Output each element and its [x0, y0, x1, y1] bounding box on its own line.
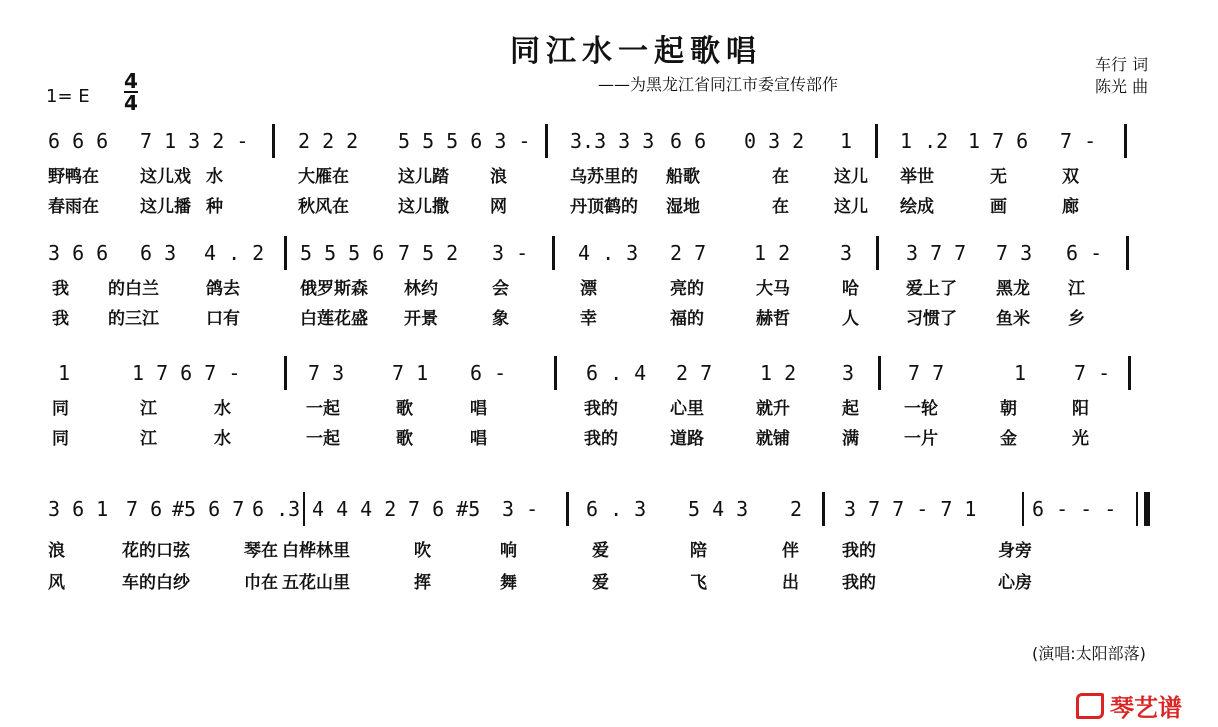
lyric-word: 鸽去 [206, 279, 240, 299]
lyric-word: 白桦林里 [282, 541, 350, 561]
barline [1124, 124, 1127, 158]
lyric-word: 双 [1062, 167, 1079, 187]
lyric-word: 陪 [690, 541, 707, 561]
lyrics-verse-1 [0, 274, 1218, 298]
note-group: 6 . 4 [586, 361, 647, 385]
note-group: 4 4 4 2 [312, 497, 397, 521]
lyric-word: 响 [500, 541, 517, 561]
lyric-word: 出 [782, 573, 799, 593]
lyric-word: 心里 [670, 399, 704, 419]
lyric-word: 挥 [414, 573, 431, 593]
lyric-word: 吹 [414, 541, 431, 561]
note-group: 3.3 3 3 [570, 129, 655, 153]
lyric-word: 金 [1000, 429, 1017, 449]
barline [566, 492, 569, 526]
lyric-word: 幸 [580, 309, 597, 329]
lyric-word: 就升 [756, 399, 790, 419]
lyric-word: 唱 [470, 399, 487, 419]
note-group: 1 2 [760, 361, 797, 385]
lyric-word: 亮的 [670, 279, 704, 299]
note-group: 7 7 [908, 361, 945, 385]
note-group: #5 6 7 [172, 497, 245, 521]
lyric-word: 心房 [998, 573, 1032, 593]
notes-row [0, 360, 1218, 396]
lyric-word: 爱 [592, 573, 609, 593]
note-group: 3 - [502, 497, 539, 521]
note-group: 1 .2 [900, 129, 949, 153]
lyric-word: 风 [48, 573, 65, 593]
note-group: 2 7 [670, 241, 707, 265]
lyric-word: 爱 [592, 541, 609, 561]
time-signature-bottom: 4 [124, 91, 138, 115]
lyric-word: 丹顶鹤的 [570, 197, 638, 217]
note-group: 7 1 [392, 361, 429, 385]
lyrics-verse-1 [0, 162, 1218, 186]
lyric-word: 的三江 [108, 309, 159, 329]
lyric-word: 福的 [670, 309, 704, 329]
note-group: 7 3 [996, 241, 1033, 265]
note-group: 3 [842, 361, 855, 385]
barline [554, 356, 557, 390]
notes-row [0, 240, 1218, 276]
time-signature [124, 69, 138, 115]
note-group: 2 2 2 [298, 129, 359, 153]
lyric-word: 赫哲 [756, 309, 790, 329]
final-barline-thick [1144, 492, 1150, 526]
lyric-word: 伴 [782, 541, 799, 561]
note-group: 3 6 6 [48, 241, 109, 265]
note-group: 3 7 7 [906, 241, 967, 265]
lyric-word: 哈 [842, 279, 859, 299]
note-group: 7 6 #5 [408, 497, 481, 521]
lyric-word: 春雨在 [48, 197, 99, 217]
lyric-word: 象 [492, 309, 509, 329]
lyric-word: 这儿戏 [140, 167, 191, 187]
lyric-word: 水 [206, 167, 223, 187]
lyric-word: 白莲花盛 [300, 309, 368, 329]
song-subtitle: ——为黑龙江省同江市委宣传部作 [598, 75, 839, 94]
lyric-word: 大马 [756, 279, 790, 299]
lyric-word: 歌 [396, 429, 413, 449]
lyric-word: 水 [214, 429, 231, 449]
note-group: 5 5 5 6 3 - [398, 129, 531, 153]
lyric-word: 种 [206, 197, 223, 217]
lyric-word: 我的 [584, 429, 618, 449]
lyric-word: 我的 [842, 573, 876, 593]
lyric-word: 我 [52, 309, 69, 329]
notes-row [0, 128, 1218, 164]
note-group: 2 7 [676, 361, 713, 385]
lyric-word: 水 [214, 399, 231, 419]
lyric-word: 野鸭在 [48, 167, 99, 187]
lyric-word: 画 [990, 197, 1007, 217]
lyric-word: 大雁在 [298, 167, 349, 187]
note-group: 6 6 [670, 129, 707, 153]
lyric-word: 光 [1072, 429, 1089, 449]
note-group: 3 7 7 - 7 1 [844, 497, 977, 521]
lyrics-verse-2 [0, 568, 1218, 592]
note-group: 3 6 1 [48, 497, 109, 521]
note-group: 5 4 3 [688, 497, 749, 521]
composer-credit: 陈光 曲 [1095, 77, 1149, 96]
note-group: 1 [840, 129, 853, 153]
brand-logo-icon [1076, 693, 1104, 719]
lyric-word: 人 [842, 309, 859, 329]
note-group: 7 - [1060, 129, 1097, 153]
note-group: 4 . 3 [578, 241, 639, 265]
lyrics-verse-2 [0, 192, 1218, 216]
note-group: 1 7 6 7 - [132, 361, 241, 385]
barline [284, 236, 287, 270]
lyric-word: 同 [52, 399, 69, 419]
lyric-word: 绘成 [900, 197, 934, 217]
note-group: 7 - [1074, 361, 1111, 385]
lyric-word: 花的口弦 [122, 541, 190, 561]
lyric-word: 的白兰 [108, 279, 159, 299]
brand-name: 琴艺谱 [1110, 694, 1182, 722]
lyric-word: 船歌 [666, 167, 700, 187]
lyric-word: 无 [990, 167, 1007, 187]
lyric-word: 习惯了 [906, 309, 957, 329]
lyric-word: 这儿踏 [398, 167, 449, 187]
lyric-word: 在 [772, 167, 789, 187]
lyric-word: 就铺 [756, 429, 790, 449]
lyric-word: 江 [1068, 279, 1085, 299]
lyric-word: 道路 [670, 429, 704, 449]
lyric-word: 起 [842, 399, 859, 419]
note-group: 6 - [1066, 241, 1103, 265]
lyric-word: 一轮 [904, 399, 938, 419]
barline [545, 124, 548, 158]
note-group: 6 3 [140, 241, 177, 265]
barline [878, 356, 881, 390]
lyric-word: 在 [772, 197, 789, 217]
barline [1128, 356, 1131, 390]
lyric-word: 湿地 [666, 197, 700, 217]
lyric-word: 爱上了 [906, 279, 957, 299]
lyric-word: 飞 [690, 573, 707, 593]
lyric-word: 漂 [580, 279, 597, 299]
performer-credit: (演唱:太阳部落) [1032, 644, 1146, 663]
lyrics-verse-1 [0, 394, 1218, 418]
lyric-word: 秋风在 [298, 197, 349, 217]
lyrics-verse-1 [0, 536, 1218, 560]
lyric-word: 这儿播 [140, 197, 191, 217]
note-group: 7 6 [126, 497, 163, 521]
lyric-word: 这儿 [834, 197, 868, 217]
note-group: 3 [840, 241, 853, 265]
lyric-word: 唱 [470, 429, 487, 449]
lyric-word: 阳 [1072, 399, 1089, 419]
lyric-word: 我的 [584, 399, 618, 419]
note-group: 4 . 2 [204, 241, 265, 265]
lyric-word: 一起 [306, 399, 340, 419]
brand-logo [1076, 688, 1182, 723]
lyric-word: 我的 [842, 541, 876, 561]
lyric-word: 舞 [500, 573, 517, 593]
song-title: 同江水一起歌唱 [510, 34, 762, 69]
notes-row [0, 496, 1218, 532]
lyric-word: 这儿撒 [398, 197, 449, 217]
lyric-word: 一起 [306, 429, 340, 449]
note-group: 7 5 2 [398, 241, 459, 265]
barline [1126, 236, 1129, 270]
note-group: 6 . 3 [586, 497, 647, 521]
lyric-word: 满 [842, 429, 859, 449]
barline [552, 236, 555, 270]
barline [822, 492, 825, 526]
lyric-word: 一片 [904, 429, 938, 449]
key-signature: 1= E [46, 86, 90, 107]
note-group: 6 - - - [1032, 497, 1117, 521]
lyric-word: 同 [52, 429, 69, 449]
lyric-word: 歌 [396, 399, 413, 419]
barline [303, 492, 305, 526]
note-group: 6 6 6 [48, 129, 109, 153]
lyric-word: 琴在 [244, 541, 278, 561]
lyric-word: 五花山里 [282, 573, 350, 593]
lyric-word: 浪 [490, 167, 507, 187]
lyric-word: 俄罗斯森 [300, 279, 368, 299]
lyric-word: 朝 [1000, 399, 1017, 419]
note-group: 7 3 [308, 361, 345, 385]
barline [1022, 492, 1024, 526]
note-group: 3 - [492, 241, 529, 265]
barline [284, 356, 287, 390]
lyric-word: 举世 [900, 167, 934, 187]
note-group: 1 7 6 [968, 129, 1029, 153]
barline [876, 236, 879, 270]
lyric-word: 这儿 [834, 167, 868, 187]
note-group: 0 3 2 [744, 129, 805, 153]
lyric-word: 乡 [1068, 309, 1085, 329]
lyric-word: 浪 [48, 541, 65, 561]
note-group: 7 1 3 2 - [140, 129, 249, 153]
lyric-word: 乌苏里的 [570, 167, 638, 187]
lyric-word: 廊 [1062, 197, 1079, 217]
note-group: 1 2 [754, 241, 791, 265]
lyric-word: 车的白纱 [122, 573, 190, 593]
final-barline-thin [1136, 492, 1138, 526]
lyric-word: 会 [492, 279, 509, 299]
lyric-word: 巾在 [244, 573, 278, 593]
lyrics-verse-2 [0, 424, 1218, 448]
lyric-word: 身旁 [998, 541, 1032, 561]
lyric-word: 黑龙 [996, 279, 1030, 299]
lyric-word: 开景 [404, 309, 438, 329]
note-group: 1 [1014, 361, 1027, 385]
barline [875, 124, 878, 158]
note-group: 6 - [470, 361, 507, 385]
time-signature-top: 4 [124, 69, 138, 93]
lyric-word: 江 [140, 429, 157, 449]
lyric-word: 我 [52, 279, 69, 299]
lyrics-verse-2 [0, 304, 1218, 328]
note-group: 6 .3 [252, 497, 301, 521]
lyric-word: 鱼米 [996, 309, 1030, 329]
note-group: 1 [58, 361, 71, 385]
lyricist-credit: 车行 词 [1095, 55, 1149, 74]
barline [272, 124, 275, 158]
note-group: 2 [790, 497, 803, 521]
lyric-word: 林约 [404, 279, 438, 299]
lyric-word: 口有 [206, 309, 240, 329]
lyric-word: 网 [490, 197, 507, 217]
lyric-word: 江 [140, 399, 157, 419]
note-group: 5 5 5 6 [300, 241, 385, 265]
